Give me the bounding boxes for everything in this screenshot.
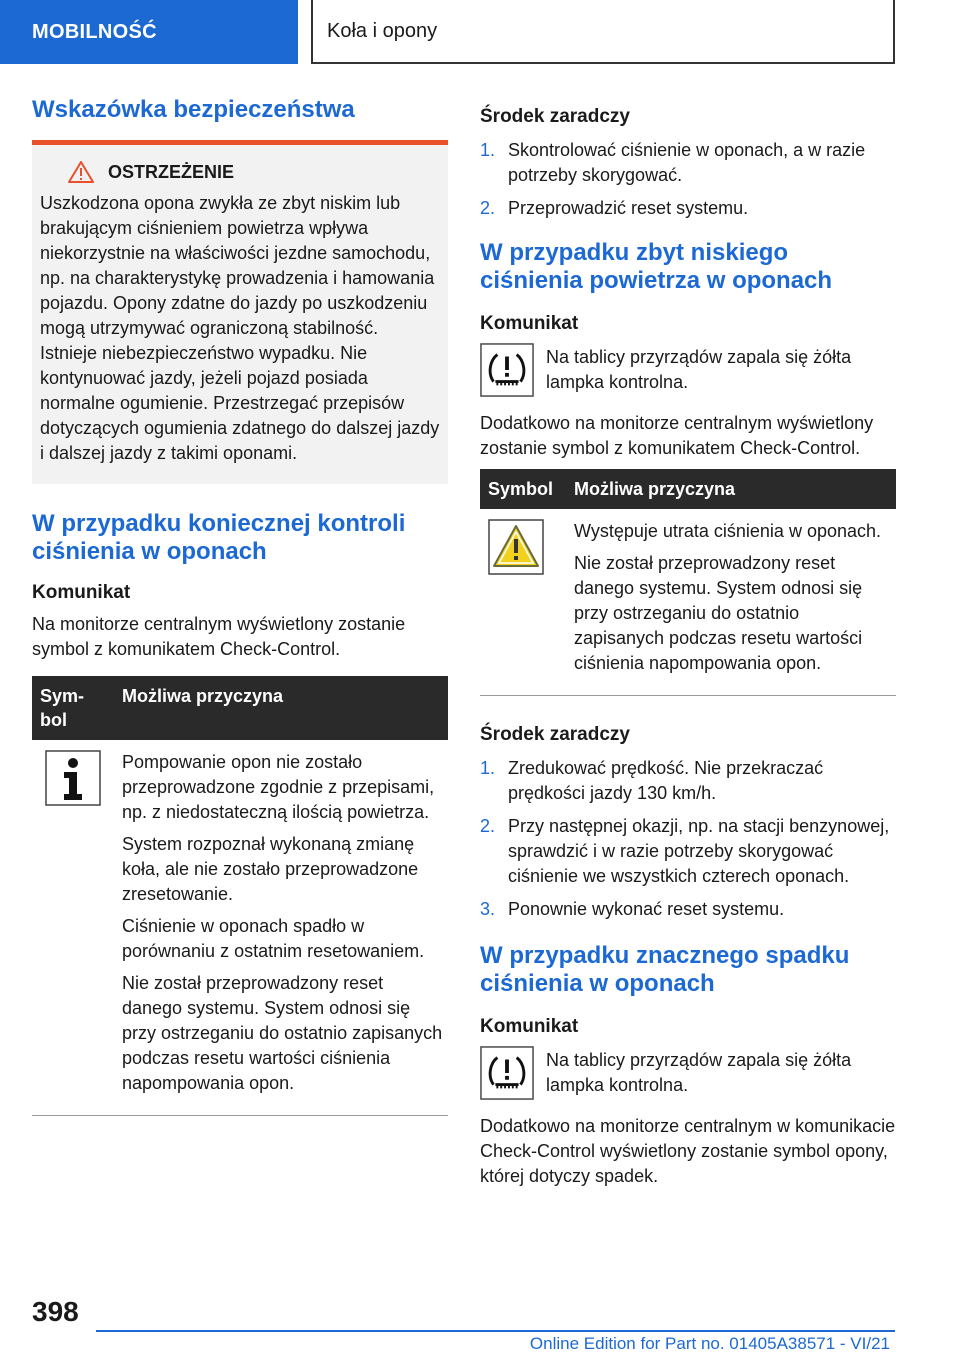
col-cause-header: Możliwa przyczyna (574, 478, 736, 499)
low-pressure-heading: W przypadku zbyt niskiego ciśnienia powietrza w oponach (480, 239, 833, 294)
lamp-text: Na tablicy przyrządów zapala się żółta lampka kontrolna. (546, 1050, 852, 1095)
cause-table (32, 676, 448, 1116)
lamp-text: Na tablicy przyrządów zapala się żółta lampka kontrolna. (546, 347, 852, 392)
remedy-steps (480, 138, 896, 221)
message-label: Komunikat (480, 1016, 579, 1037)
page-number: 398 (32, 1296, 79, 1327)
warning-box (32, 140, 448, 484)
message-text: Na monitorze centralnym wyświetlony zostanie symbol z komunikatem Check-Control. (32, 614, 406, 659)
cause-cell (574, 509, 894, 695)
list-item: 1. Zredukować prędkość. Nie przekraczać prędkości jazdy 130 km/h. (480, 758, 824, 803)
remedy-steps (480, 756, 896, 922)
cause-text: Ciśnienie w oponach spadło w porównaniu z ostatnim resetowaniem. (122, 916, 425, 961)
warning-triangle-icon (68, 161, 94, 183)
section-title: MOBILNOŚĆ (32, 20, 157, 43)
table-header (32, 676, 448, 740)
cause-text: System rozpoznał wykonaną zmianę koła, ale nie zostało przeprowadzone zresetowanie. (122, 834, 419, 904)
cause-cell (114, 740, 448, 1115)
left-column (32, 96, 448, 1116)
cause-text: Pompowanie opon nie zostało przeprowadzone zgodnie z przepisami, np. z niedostateczną ilością powietrza. (122, 752, 435, 822)
tpms-lamp-icon (480, 343, 534, 397)
footer-divider (96, 1330, 895, 1332)
check-pressure-heading: W przypadku koniecznej kontroli ciśnienia w oponach (32, 510, 406, 565)
message-label: Komunikat (480, 313, 579, 334)
col-symbol-header: Symbol (488, 478, 554, 499)
info-i-icon (45, 750, 101, 806)
lamp-message (480, 1048, 896, 1100)
warning-text: Uszkodzona opona zwykła ze zbyt niskim lub brakującym ciśnieniem powietrza wpływa niekorzystnie na właściwości jezdne samochodu, np. na charakterystykę prowadzenia i hamowania pojazdu. Opony zdatne do jazdy po uszkodzeniu mogą utrzymywać ograniczoną stabilność. Istnieje niebezpieczeństwo wypadku. Nie kontynuować jazdy, jeżeli pojazd posiada normalne ogumienie. Przestrzegać przepisów dotyczących ogumienia zdatnego do dalszej jazdy i dalszej jazdy z takimi oponami. (40, 193, 440, 463)
list-item: 2. Przeprowadzić reset systemu. (480, 198, 749, 218)
chapter-tab[interactable] (311, 0, 895, 64)
extra-text: Dodatkowo na monitorze centralnym w komunikacie Check-Control wyświetlony zostanie symbol opony, której dotyczy spadek. (480, 1116, 896, 1186)
lamp-message (480, 345, 896, 397)
cause-text: Nie został przeprowadzony reset danego systemu. System odnosi się przy ostrzeganiu do ostatnio zapisanych podczas resetu wartości ciśnienia napompowania opon. (574, 553, 863, 673)
right-column (480, 104, 896, 1189)
col-cause-header: Możliwa przyczyna (122, 686, 284, 706)
warning-title (40, 161, 440, 183)
edition-text: Online Edition for Part no. 01405A38571 - VI/21 (529, 1334, 890, 1353)
col-symbol-header: Symbol (40, 686, 85, 730)
message-label: Komunikat (32, 582, 131, 603)
symbol-cell (480, 509, 574, 695)
cause-text: Występuje utrata ciśnienia w oponach. (574, 521, 882, 541)
pressure-drop-heading: W przypadku znacznego spadku ciśnienia w oponach (480, 942, 850, 997)
tpms-lamp-icon (480, 1046, 534, 1100)
extra-text: Dodatkowo na monitorze centralnym wyświetlony zostanie symbol z komunikatem Check-Control. (480, 413, 874, 458)
section-tab[interactable] (0, 0, 298, 64)
list-item: 3. Ponownie wykonać reset systemu. (480, 899, 785, 919)
chapter-title: Koła i opony (327, 19, 438, 42)
remedy-label: Środek zaradczy (480, 724, 630, 745)
symbol-cell (32, 740, 114, 1115)
table-header (480, 469, 896, 509)
warning-title-text: OSTRZEŻENIE (108, 161, 235, 182)
table-row (32, 740, 448, 1116)
remedy-label: Środek zaradczy (480, 106, 630, 127)
safety-heading: Wskazówka bezpieczeństwa (32, 96, 355, 123)
cause-table (480, 469, 896, 696)
warning-triangle-yellow-icon (488, 519, 544, 575)
cause-text: Nie został przeprowadzony reset danego systemu. System odnosi się przy ostrzeganiu do ostatnio zapisanych podczas resetu wartości ciśnienia napompowania opon. (122, 973, 443, 1093)
list-item: 1. Skontrolować ciśnienie w oponach, a w razie potrzeby skorygować. (480, 140, 866, 185)
table-row (480, 509, 896, 696)
list-item: 2. Przy następnej okazji, np. na stacji benzynowej, sprawdzić i w razie potrzeby skorygować ciśnienie we wszystkich czterech oponach. (480, 816, 890, 886)
